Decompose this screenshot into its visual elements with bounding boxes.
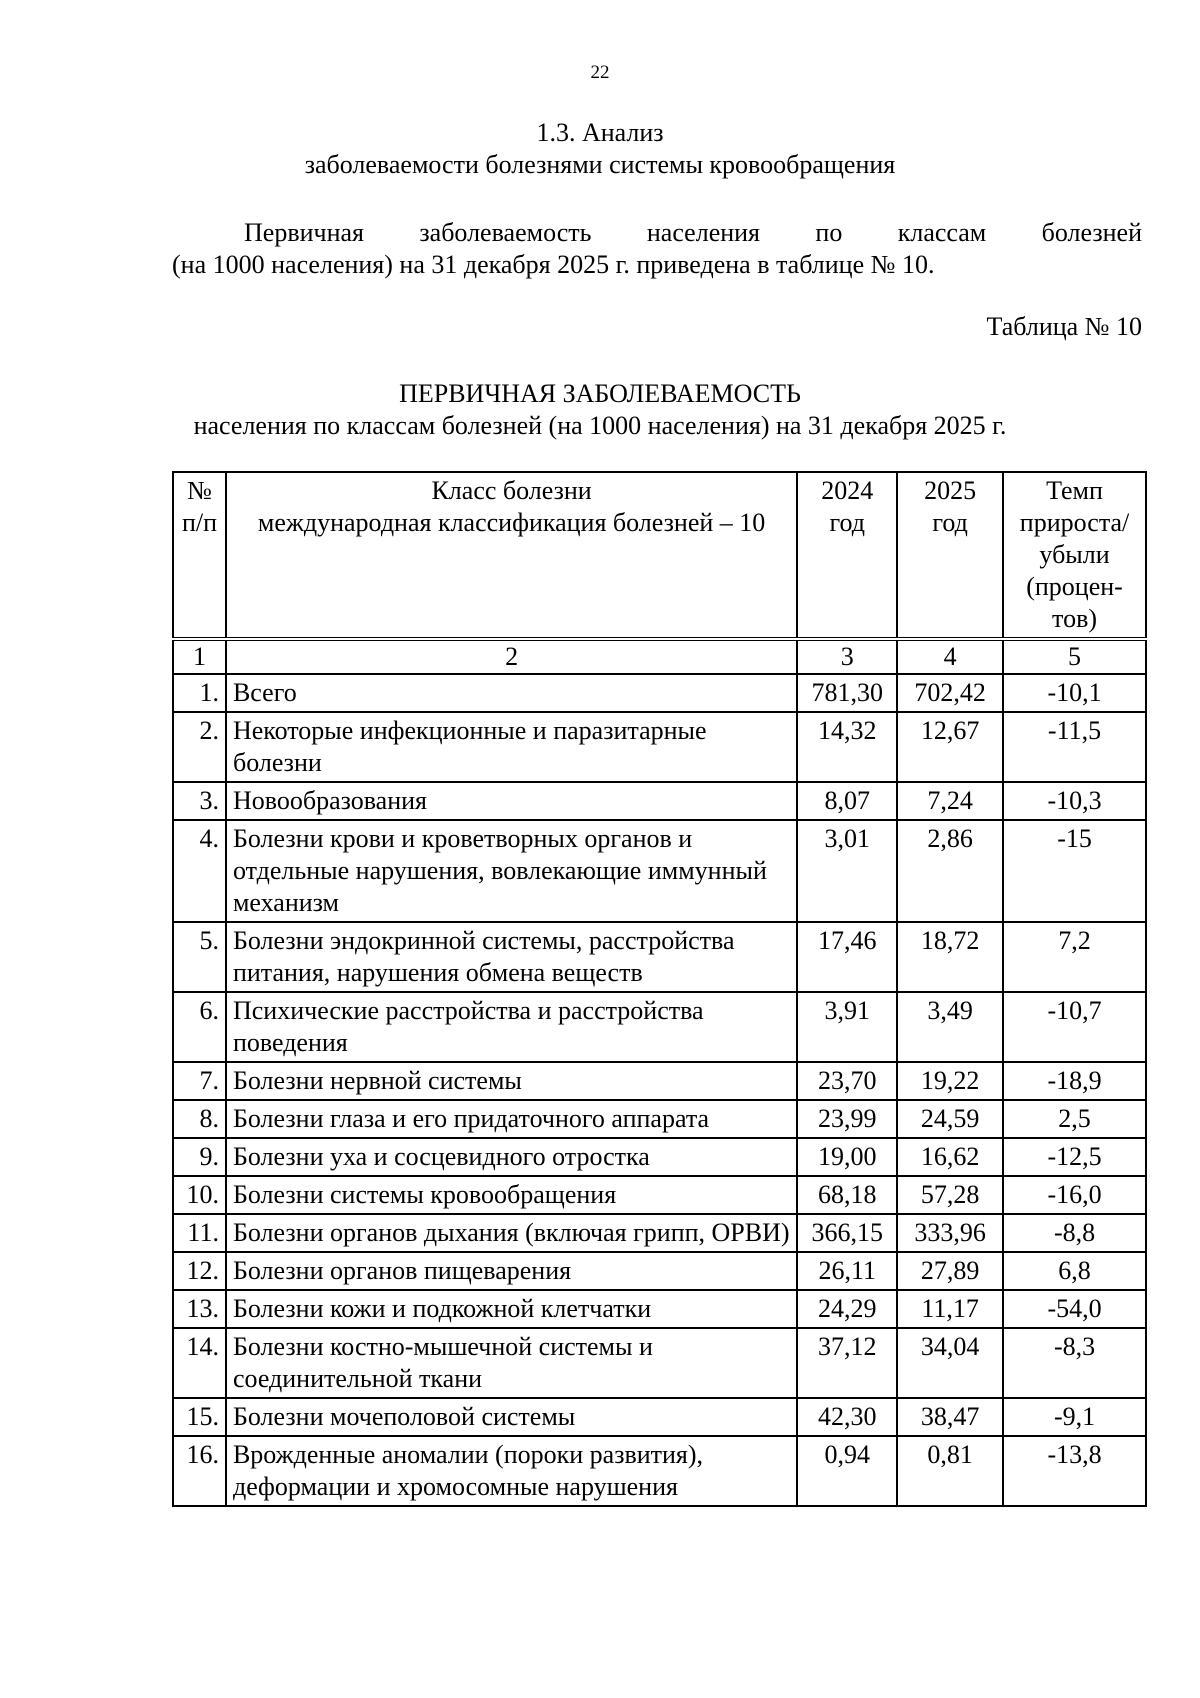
header-rate-line5: тов) xyxy=(1052,604,1098,633)
row-number-cell: 1. xyxy=(173,674,226,712)
table-row xyxy=(173,712,1146,782)
value-2024-cell: 3,01 xyxy=(797,820,897,922)
disease-class-cell: Новообразования xyxy=(226,782,797,820)
value-2024-cell: 68,18 xyxy=(797,1176,897,1214)
table-row xyxy=(173,1290,1146,1328)
row-number-cell: 7. xyxy=(173,1062,226,1100)
table-row xyxy=(173,922,1146,992)
value-2025-cell: 3,49 xyxy=(897,992,1003,1062)
header-rate-line2: прироста/ xyxy=(1019,508,1130,537)
header-rate-line3: убыли xyxy=(1039,540,1110,569)
value-2025-cell: 57,28 xyxy=(897,1176,1003,1214)
row-number-cell: 10. xyxy=(173,1176,226,1214)
page-number: 22 xyxy=(590,62,610,83)
growth-rate-cell: -10,3 xyxy=(1003,782,1146,820)
disease-class-cell: Психические расстройства и расстройства поведения xyxy=(226,992,797,1062)
value-2024-cell: 19,00 xyxy=(797,1138,897,1176)
row-number-cell: 14. xyxy=(173,1328,226,1398)
growth-rate-cell: -16,0 xyxy=(1003,1176,1146,1214)
value-2025-cell: 0,81 xyxy=(897,1436,1003,1506)
table-title xyxy=(0,378,1200,442)
value-2024-cell: 366,15 xyxy=(797,1214,897,1252)
table-row xyxy=(173,674,1146,712)
row-number-cell: 2. xyxy=(173,712,226,782)
disease-class-cell: Всего xyxy=(226,674,797,712)
disease-class-cell: Болезни костно-мышечной системы и соединительной ткани xyxy=(226,1328,797,1398)
disease-class-cell: Болезни эндокринной системы, расстройства питания, нарушения обмена веществ xyxy=(226,922,797,992)
intro-line1: Первичная заболеваемость населения по классам болезней xyxy=(244,218,1142,247)
row-number-cell: 13. xyxy=(173,1290,226,1328)
intro-line2: (на 1000 населения) на 31 декабря 2025 г. приведена в таблице № 10. xyxy=(172,250,935,279)
value-2025-cell: 16,62 xyxy=(897,1138,1003,1176)
header-num-line2: п/п xyxy=(181,508,218,537)
table-header-row xyxy=(173,472,1146,639)
row-number-cell: 5. xyxy=(173,922,226,992)
column-number: 3 xyxy=(797,639,897,674)
value-2024-cell: 23,99 xyxy=(797,1100,897,1138)
value-2024-cell: 8,07 xyxy=(797,782,897,820)
disease-class-cell: Болезни кожи и подкожной клетчатки xyxy=(226,1290,797,1328)
header-2025 xyxy=(897,472,1003,639)
value-2024-cell: 14,32 xyxy=(797,712,897,782)
row-number-cell: 9. xyxy=(173,1138,226,1176)
morbidity-table xyxy=(172,471,1147,1507)
disease-class-cell: Болезни системы кровообращения xyxy=(226,1176,797,1214)
section-heading xyxy=(0,117,1200,181)
header-2024-line1: 2024 xyxy=(821,476,874,505)
column-number: 1 xyxy=(173,639,226,674)
section-title-line2: заболеваемости болезнями системы кровообращения xyxy=(304,150,896,179)
growth-rate-cell: -11,5 xyxy=(1003,712,1146,782)
header-rate-line1: Темп xyxy=(1046,476,1103,505)
table-row xyxy=(173,1214,1146,1252)
value-2025-cell: 27,89 xyxy=(897,1252,1003,1290)
disease-class-cell: Болезни уха и сосцевидного отростка xyxy=(226,1138,797,1176)
growth-rate-cell: -15 xyxy=(1003,820,1146,922)
value-2025-cell: 12,67 xyxy=(897,712,1003,782)
table-title-line1: ПЕРВИЧНАЯ ЗАБОЛЕВАЕМОСТЬ xyxy=(399,379,801,408)
disease-class-cell: Врожденные аномалии (пороки развития), деформации и хромосомные нарушения xyxy=(226,1436,797,1506)
column-number-row xyxy=(173,639,1146,674)
row-number-cell: 8. xyxy=(173,1100,226,1138)
table-row xyxy=(173,992,1146,1062)
growth-rate-cell: -10,7 xyxy=(1003,992,1146,1062)
growth-rate-cell: -12,5 xyxy=(1003,1138,1146,1176)
header-num-line1: № xyxy=(187,476,212,505)
table-title-line2: населения по классам болезней (на 1000 населения) на 31 декабря 2025 г. xyxy=(193,411,1007,440)
table-row xyxy=(173,1062,1146,1100)
growth-rate-cell: 2,5 xyxy=(1003,1100,1146,1138)
row-number-cell: 6. xyxy=(173,992,226,1062)
row-number-cell: 3. xyxy=(173,782,226,820)
value-2024-cell: 24,29 xyxy=(797,1290,897,1328)
disease-class-cell: Болезни мочеполовой системы xyxy=(226,1398,797,1436)
header-num xyxy=(173,472,226,639)
table-row xyxy=(173,1328,1146,1398)
disease-class-cell: Болезни органов пищеварения xyxy=(226,1252,797,1290)
value-2024-cell: 0,94 xyxy=(797,1436,897,1506)
disease-class-cell: Болезни глаза и его придаточного аппарата xyxy=(226,1100,797,1138)
growth-rate-cell: 7,2 xyxy=(1003,922,1146,992)
table-row xyxy=(173,1138,1146,1176)
header-2024-line2: год xyxy=(829,508,865,537)
value-2024-cell: 781,30 xyxy=(797,674,897,712)
table-number: Таблица № 10 xyxy=(986,312,1142,341)
value-2024-cell: 23,70 xyxy=(797,1062,897,1100)
value-2024-cell: 42,30 xyxy=(797,1398,897,1436)
header-rate xyxy=(1003,472,1146,639)
row-number-cell: 16. xyxy=(173,1436,226,1506)
disease-class-cell: Болезни органов дыхания (включая грипп, ОРВИ) xyxy=(226,1214,797,1252)
value-2024-cell: 26,11 xyxy=(797,1252,897,1290)
header-2024 xyxy=(797,472,897,639)
value-2024-cell: 3,91 xyxy=(797,992,897,1062)
column-number: 5 xyxy=(1003,639,1146,674)
value-2025-cell: 7,24 xyxy=(897,782,1003,820)
value-2025-cell: 702,42 xyxy=(897,674,1003,712)
value-2025-cell: 2,86 xyxy=(897,820,1003,922)
value-2025-cell: 19,22 xyxy=(897,1062,1003,1100)
table-row xyxy=(173,1252,1146,1290)
table-row xyxy=(173,782,1146,820)
value-2025-cell: 38,47 xyxy=(897,1398,1003,1436)
value-2024-cell: 37,12 xyxy=(797,1328,897,1398)
value-2025-cell: 34,04 xyxy=(897,1328,1003,1398)
header-2025-line1: 2025 xyxy=(924,476,977,505)
section-title-line1: 1.3. Анализ xyxy=(536,118,664,147)
header-class-line2: международная классификация болезней – 10 xyxy=(257,508,766,537)
value-2025-cell: 11,17 xyxy=(897,1290,1003,1328)
column-number: 4 xyxy=(897,639,1003,674)
intro-paragraph xyxy=(172,217,1142,281)
header-class xyxy=(226,472,797,639)
table-row xyxy=(173,1176,1146,1214)
growth-rate-cell: 6,8 xyxy=(1003,1252,1146,1290)
table-row xyxy=(173,1436,1146,1506)
value-2024-cell: 17,46 xyxy=(797,922,897,992)
header-rate-line4: (процен- xyxy=(1026,572,1123,601)
table-row xyxy=(173,1398,1146,1436)
growth-rate-cell: -10,1 xyxy=(1003,674,1146,712)
growth-rate-cell: -8,8 xyxy=(1003,1214,1146,1252)
row-number-cell: 11. xyxy=(173,1214,226,1252)
table-row xyxy=(173,820,1146,922)
growth-rate-cell: -54,0 xyxy=(1003,1290,1146,1328)
row-number-cell: 15. xyxy=(173,1398,226,1436)
growth-rate-cell: -13,8 xyxy=(1003,1436,1146,1506)
row-number-cell: 12. xyxy=(173,1252,226,1290)
growth-rate-cell: -18,9 xyxy=(1003,1062,1146,1100)
growth-rate-cell: -8,3 xyxy=(1003,1328,1146,1398)
disease-class-cell: Некоторые инфекционные и паразитарные болезни xyxy=(226,712,797,782)
column-number: 2 xyxy=(226,639,797,674)
disease-class-cell: Болезни нервной системы xyxy=(226,1062,797,1100)
row-number-cell: 4. xyxy=(173,820,226,922)
value-2025-cell: 18,72 xyxy=(897,922,1003,992)
header-class-line1: Класс болезни xyxy=(431,476,592,505)
table-row xyxy=(173,1100,1146,1138)
growth-rate-cell: -9,1 xyxy=(1003,1398,1146,1436)
value-2025-cell: 24,59 xyxy=(897,1100,1003,1138)
disease-class-cell: Болезни крови и кроветворных органов и отдельные нарушения, вовлекающие иммунный механизм xyxy=(226,820,797,922)
value-2025-cell: 333,96 xyxy=(897,1214,1003,1252)
header-2025-line2: год xyxy=(932,508,968,537)
